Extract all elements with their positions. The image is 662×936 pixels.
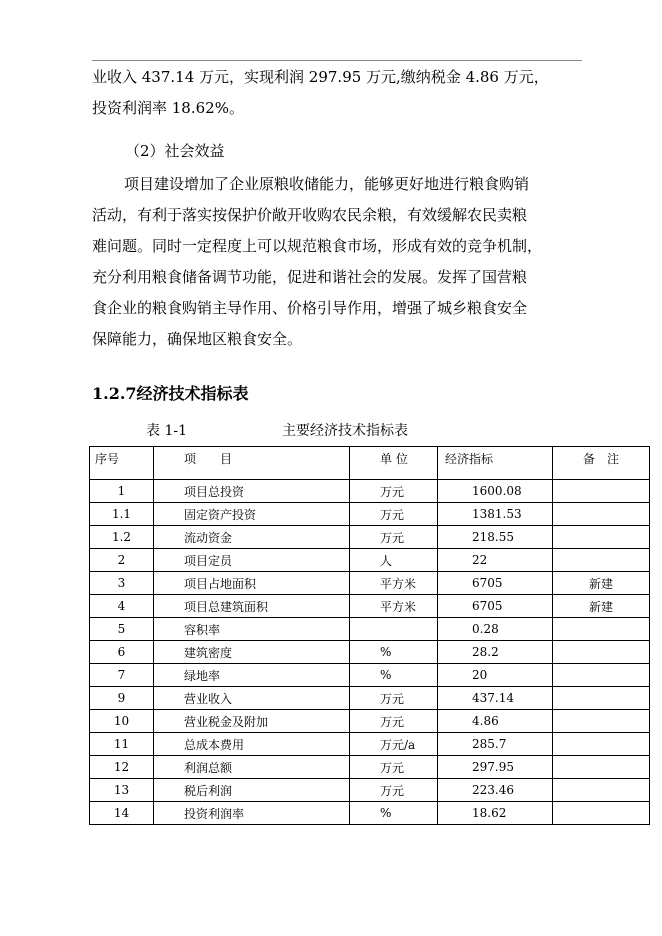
cell-value: 0.28 xyxy=(438,618,553,641)
table-row xyxy=(90,503,650,526)
table-body xyxy=(90,480,650,825)
cell-item: 营业税金及附加 xyxy=(154,710,350,733)
cell-item: 绿地率 xyxy=(154,664,350,687)
cell-item: 营业收入 xyxy=(154,687,350,710)
cell-item: 项目定员 xyxy=(154,549,350,572)
cell-unit: % xyxy=(350,802,438,825)
table-row xyxy=(90,756,650,779)
cell-note xyxy=(553,733,650,756)
cell-item: 总成本费用 xyxy=(154,733,350,756)
cell-value: 4.86 xyxy=(438,710,553,733)
subheading-social-benefit: （2）社会效益 xyxy=(125,142,225,160)
table-caption-title: 主要经济技术指标表 xyxy=(282,423,408,439)
cell-value: 22 xyxy=(438,549,553,572)
cell-no: 3 xyxy=(90,572,154,595)
cell-no: 10 xyxy=(90,710,154,733)
cell-note xyxy=(553,549,650,572)
cell-note xyxy=(553,687,650,710)
table-row xyxy=(90,572,650,595)
indicators-table xyxy=(89,446,650,825)
cell-unit: 万元 xyxy=(350,779,438,802)
cell-value: 223.46 xyxy=(438,779,553,802)
header-no: 序号 xyxy=(90,447,154,480)
cell-no: 1.1 xyxy=(90,503,154,526)
cell-note xyxy=(553,503,650,526)
text-line: 难问题。同时一定程度上可以规范粮食市场，形成有效的竞争机制， xyxy=(92,237,543,255)
table-caption-number: 表 1-1 xyxy=(146,423,187,439)
text-line: 活动，有利于落实按保护价敞开收购农民余粮，有效缓解农民卖粮 xyxy=(92,206,528,224)
header-value: 经济指标 xyxy=(438,447,553,480)
cell-item: 项目总建筑面积 xyxy=(154,595,350,618)
cell-no: 9 xyxy=(90,687,154,710)
header-item: 项 目 xyxy=(154,447,350,480)
text-line: 充分利用粮食储备调节功能，促进和谐社会的发展。发挥了国营粮 xyxy=(92,268,528,286)
cell-no: 7 xyxy=(90,664,154,687)
text-line: 保障能力，确保地区粮食安全。 xyxy=(92,330,303,348)
cell-value: 218.55 xyxy=(438,526,553,549)
table-row xyxy=(90,779,650,802)
cell-item: 流动资金 xyxy=(154,526,350,549)
paragraph-social-benefit xyxy=(92,169,584,355)
cell-no: 6 xyxy=(90,641,154,664)
cell-unit: 万元 xyxy=(350,687,438,710)
cell-value: 297.95 xyxy=(438,756,553,779)
cell-unit: 万元 xyxy=(350,710,438,733)
cell-item: 项目占地面积 xyxy=(154,572,350,595)
cell-unit xyxy=(350,618,438,641)
cell-no: 11 xyxy=(90,733,154,756)
cell-unit: 万元 xyxy=(350,480,438,503)
cell-note xyxy=(553,802,650,825)
cell-note xyxy=(553,664,650,687)
cell-note xyxy=(553,480,650,503)
header-rule xyxy=(92,60,582,61)
cell-note: 新建 xyxy=(553,572,650,595)
table-row xyxy=(90,618,650,641)
cell-item: 固定资产投资 xyxy=(154,503,350,526)
cell-unit: 万元 xyxy=(350,526,438,549)
cell-unit: % xyxy=(350,641,438,664)
table-header-row xyxy=(90,447,650,480)
cell-note xyxy=(553,710,650,733)
table-row xyxy=(90,526,650,549)
cell-value: 437.14 xyxy=(438,687,553,710)
cell-unit: 人 xyxy=(350,549,438,572)
table-row xyxy=(90,710,650,733)
table-row xyxy=(90,802,650,825)
cell-value: 20 xyxy=(438,664,553,687)
cell-item: 税后利润 xyxy=(154,779,350,802)
section-title: 1.2.7经济技术指标表 xyxy=(92,384,249,403)
cell-value: 28.2 xyxy=(438,641,553,664)
table-row xyxy=(90,595,650,618)
cell-item: 建筑密度 xyxy=(154,641,350,664)
cell-item: 投资利润率 xyxy=(154,802,350,825)
cell-note xyxy=(553,618,650,641)
cell-no: 2 xyxy=(90,549,154,572)
cell-no: 5 xyxy=(90,618,154,641)
cell-value: 1381.53 xyxy=(438,503,553,526)
cell-value: 6705 xyxy=(438,595,553,618)
cell-no: 14 xyxy=(90,802,154,825)
paragraph-economic-benefit xyxy=(92,62,584,124)
cell-note xyxy=(553,756,650,779)
cell-no: 1.2 xyxy=(90,526,154,549)
cell-unit: 万元/a xyxy=(350,733,438,756)
cell-note xyxy=(553,526,650,549)
cell-note: 新建 xyxy=(553,595,650,618)
table-row xyxy=(90,549,650,572)
header-note: 备 注 xyxy=(553,447,650,480)
cell-item: 项目总投资 xyxy=(154,480,350,503)
cell-unit: 平方米 xyxy=(350,595,438,618)
cell-value: 285.7 xyxy=(438,733,553,756)
table-row xyxy=(90,480,650,503)
cell-value: 18.62 xyxy=(438,802,553,825)
cell-no: 4 xyxy=(90,595,154,618)
cell-item: 容积率 xyxy=(154,618,350,641)
cell-note xyxy=(553,779,650,802)
cell-unit: 平方米 xyxy=(350,572,438,595)
text-line: 食企业的粮食购销主导作用、价格引导作用，增强了城乡粮食安全 xyxy=(92,299,528,317)
cell-note xyxy=(553,641,650,664)
cell-value: 1600.08 xyxy=(438,480,553,503)
cell-unit: % xyxy=(350,664,438,687)
cell-no: 12 xyxy=(90,756,154,779)
header-unit: 单 位 xyxy=(350,447,438,480)
cell-unit: 万元 xyxy=(350,503,438,526)
table-row xyxy=(90,641,650,664)
cell-unit: 万元 xyxy=(350,756,438,779)
cell-no: 13 xyxy=(90,779,154,802)
table-row xyxy=(90,687,650,710)
text-line: 投资利润率 18.62%。 xyxy=(92,99,244,117)
cell-value: 6705 xyxy=(438,572,553,595)
cell-item: 利润总额 xyxy=(154,756,350,779)
cell-no: 1 xyxy=(90,480,154,503)
table-row xyxy=(90,733,650,756)
text-line: 业收入 437.14 万元，实现利润 297.95 万元,缴纳税金 4.86 万元， xyxy=(92,68,549,86)
table-row xyxy=(90,664,650,687)
text-line: 项目建设增加了企业原粮收储能力，能够更好地进行粮食购销 xyxy=(124,175,530,193)
